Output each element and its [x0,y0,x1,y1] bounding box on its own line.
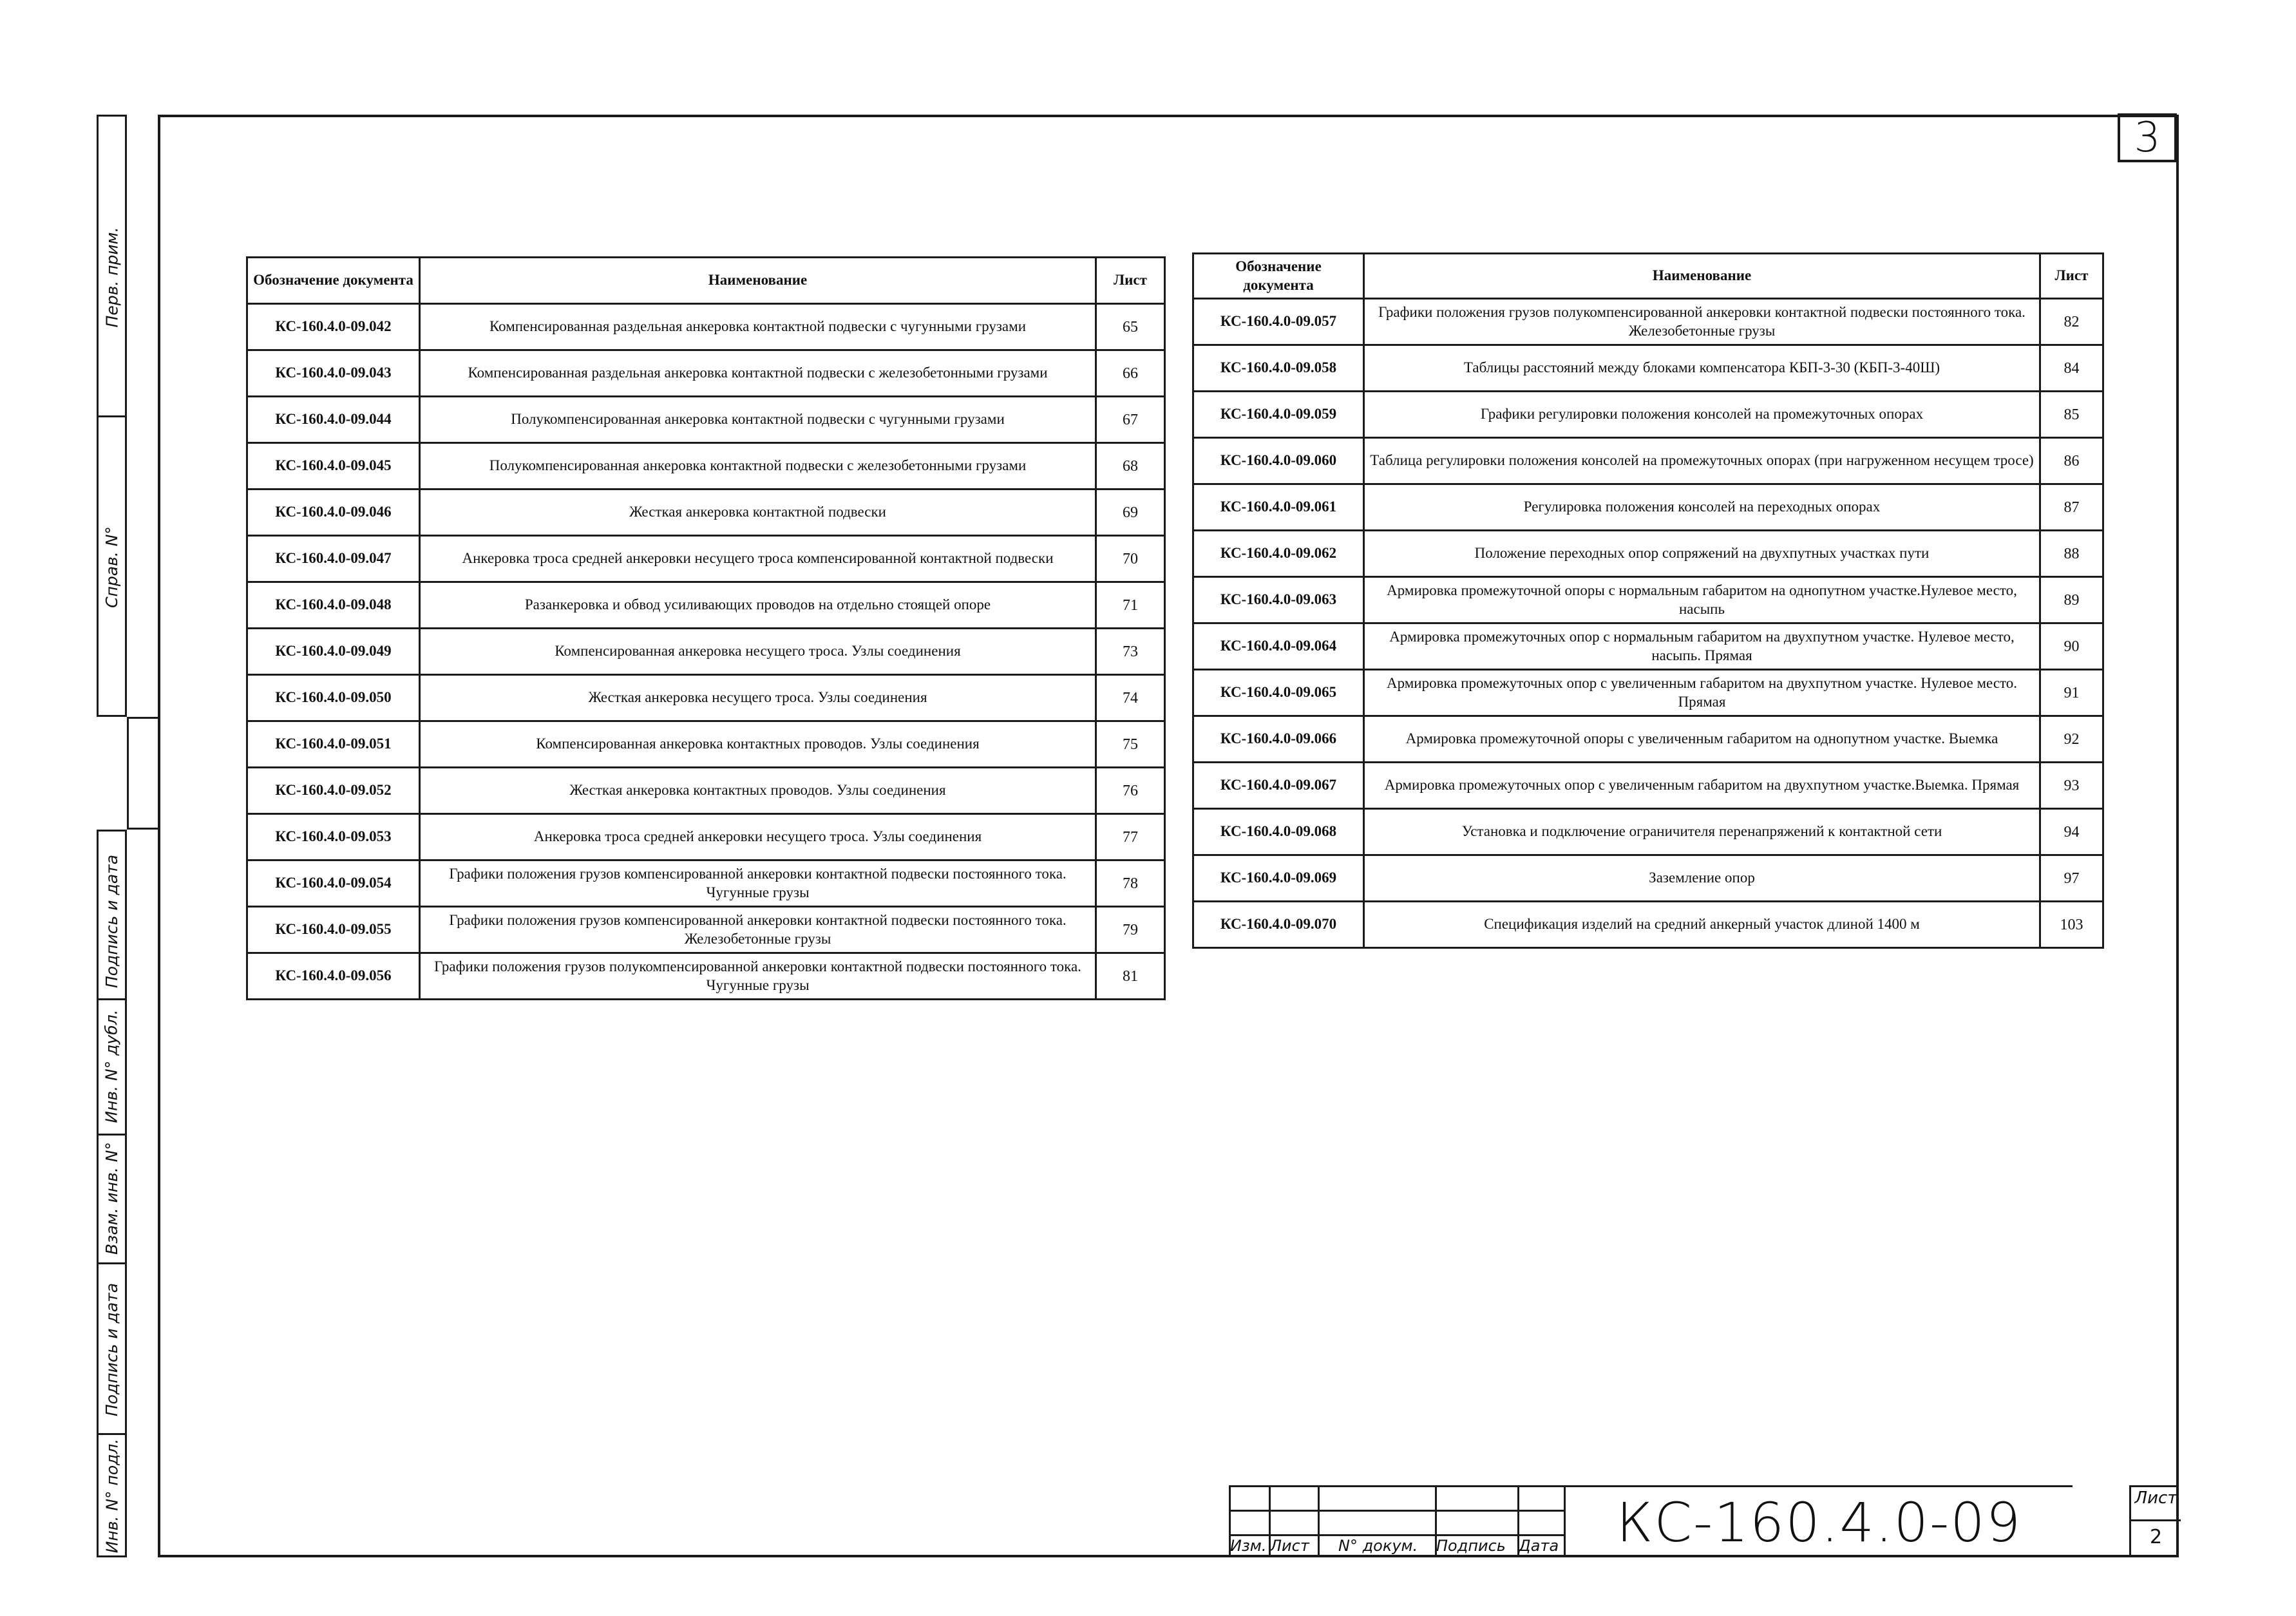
doc-sheet: 69 [1096,490,1165,536]
doc-sheet: 77 [1096,814,1165,860]
doc-name: Жесткая анкеровка контактных проводов. Узлы соединения [420,768,1096,814]
header-code: Обозначение документа [247,258,420,304]
doc-name: Графики положения грузов компенсированной анкеровки контактной подвески постоянного тока. Чугунные грузы [420,860,1096,907]
header-sheet: Лист [1096,258,1165,304]
doc-sheet: 71 [1096,582,1165,629]
doc-sheet: 84 [2040,345,2103,392]
table-row [1193,345,2103,392]
doc-code: КС-160.4.0-09.050 [247,675,420,721]
doc-sheet: 81 [1096,953,1165,1000]
doc-name: Таблица регулировки положения консолей на промежуточных опорах (при нагруженном несущем тросе) [1364,438,2040,484]
table-row [247,768,1165,814]
right-table-body [1193,299,2103,948]
doc-sheet: 91 [2040,670,2103,716]
title-block [1229,1485,2179,1557]
table-row [247,490,1165,536]
doc-sheet: 103 [2040,902,2103,948]
doc-sheet: 87 [2040,484,2103,531]
table-row [1193,809,2103,855]
doc-sheet: 65 [1096,304,1165,350]
label-podpis-data-top: Подпись и дата [102,854,121,988]
doc-code: КС-160.4.0-09.046 [247,490,420,536]
stamp-dokum: N° докум. [1338,1537,1418,1555]
doc-code: КС-160.4.0-09.065 [1193,670,1364,716]
table-row [1193,392,2103,438]
stamp-list: Лист [1270,1537,1309,1555]
left-table-body [247,304,1165,1000]
label-sprav-no: Справ. N° [102,526,122,608]
label-podpis-data-bottom: Подпись и дата [102,1282,121,1416]
doc-name: Анкеровка троса средней анкеровки несущего троса. Узлы соединения [420,814,1096,860]
doc-code: КС-160.4.0-09.053 [247,814,420,860]
doc-sheet: 94 [2040,809,2103,855]
doc-name: Жесткая анкеровка несущего троса. Узлы соединения [420,675,1096,721]
corner-sheet-number: 3 [2118,113,2177,162]
doc-code: КС-160.4.0-09.047 [247,536,420,582]
table-row [247,443,1165,490]
doc-sheet: 79 [1096,907,1165,953]
doc-sheet: 74 [1096,675,1165,721]
doc-code: КС-160.4.0-09.058 [1193,345,1364,392]
side-divider [97,1433,127,1435]
doc-code: КС-160.4.0-09.048 [247,582,420,629]
table-row [1193,855,2103,902]
side-divider [97,1134,127,1136]
table-row [247,721,1165,768]
doc-code: КС-160.4.0-09.064 [1193,623,1364,670]
doc-code: КС-160.4.0-09.055 [247,907,420,953]
document-designation: КС-160.4.0-09 [1564,1485,2073,1557]
doc-sheet: 73 [1096,629,1165,675]
doc-name: Графики положения грузов полукомпенсированной анкеровки контактной подвески постоянного тока. Железобетонные грузы [1364,299,2040,345]
stamp-izm: Изм. [1230,1537,1267,1555]
side-notch [127,717,158,830]
doc-name: Компенсированная анкеровка контактных проводов. Узлы соединения [420,721,1096,768]
doc-name: Компенсированная раздельная анкеровка контактной подвески с железобетонными грузами [420,350,1096,397]
table-row [247,953,1165,1000]
doc-name: Анкеровка троса средней анкеровки несущего троса компенсированной контактной подвески [420,536,1096,582]
table-row [1193,438,2103,484]
doc-code: КС-160.4.0-09.054 [247,860,420,907]
table-row [247,350,1165,397]
stamp-podpis: Подпись [1436,1537,1506,1555]
side-divider [97,415,127,417]
side-divider [97,1262,127,1264]
table-row [247,536,1165,582]
doc-name: Положение переходных опор сопряжений на двухпутных участках пути [1364,531,2040,577]
doc-code: КС-160.4.0-09.062 [1193,531,1364,577]
stamp-sheet-label: Лист [2134,1488,2177,1508]
table-row [247,860,1165,907]
doc-sheet: 93 [2040,763,2103,809]
doc-code: КС-160.4.0-09.060 [1193,438,1364,484]
label-inv-podl: Инв. N° подл. [102,1438,121,1554]
doc-code: КС-160.4.0-09.045 [247,443,420,490]
doc-code: КС-160.4.0-09.070 [1193,902,1364,948]
doc-name: Графики регулировки положения консолей на промежуточных опорах [1364,392,2040,438]
doc-sheet: 90 [2040,623,2103,670]
register-table-left [246,256,1166,1000]
doc-name: Графики положения грузов полукомпенсированной анкеровки контактной подвески постоянного тока. Чугунные грузы [420,953,1096,1000]
doc-sheet: 76 [1096,768,1165,814]
doc-name: Полукомпенсированная анкеровка контактной подвески с железобетонными грузами [420,443,1096,490]
label-inv-dubl: Инв. N° дубл. [102,1009,121,1123]
table-row [1193,531,2103,577]
doc-sheet: 85 [2040,392,2103,438]
doc-code: КС-160.4.0-09.069 [1193,855,1364,902]
doc-sheet: 92 [2040,716,2103,763]
table-row [247,582,1165,629]
doc-name: Компенсированная раздельная анкеровка контактной подвески с чугунными грузами [420,304,1096,350]
stamp-data: Дата [1519,1537,1559,1555]
doc-code: КС-160.4.0-09.066 [1193,716,1364,763]
doc-name: Таблицы расстояний между блоками компенсатора КБП-3-30 (КБП-3-40Ш) [1364,345,2040,392]
doc-sheet: 97 [2040,855,2103,902]
doc-name: Графики положения грузов компенсированной анкеровки контактной подвески постоянного тока. Железобетонные грузы [420,907,1096,953]
doc-code: КС-160.4.0-09.059 [1193,392,1364,438]
doc-code: КС-160.4.0-09.043 [247,350,420,397]
doc-name: Полукомпенсированная анкеровка контактной подвески с чугунными грузами [420,397,1096,443]
doc-code: КС-160.4.0-09.051 [247,721,420,768]
header-name: Наименование [1364,254,2040,299]
doc-name: Жесткая анкеровка контактной подвески [420,490,1096,536]
register-table-right [1192,252,2104,949]
table-row [247,814,1165,860]
doc-code: КС-160.4.0-09.042 [247,304,420,350]
doc-sheet: 75 [1096,721,1165,768]
doc-code: КС-160.4.0-09.068 [1193,809,1364,855]
header-sheet: Лист [2040,254,2103,299]
table-row [1193,716,2103,763]
label-vzam-inv: Взам. инв. N° [102,1141,122,1255]
stamp-sheet-box [2129,1485,2179,1557]
doc-code: КС-160.4.0-09.061 [1193,484,1364,531]
doc-sheet: 67 [1096,397,1165,443]
table-row [1193,577,2103,623]
doc-name: Армировка промежуточных опор с нормальным габаритом на двухпутном участке. Нулевое место, насыпь. Прямая [1364,623,2040,670]
doc-code: КС-160.4.0-09.063 [1193,577,1364,623]
doc-sheet: 70 [1096,536,1165,582]
doc-code: КС-160.4.0-09.044 [247,397,420,443]
doc-sheet: 89 [2040,577,2103,623]
side-divider [97,998,127,1000]
doc-name: Армировка промежуточной опоры с увеличенным габаритом на однопутном участке. Выемка [1364,716,2040,763]
table-row [247,675,1165,721]
doc-name: Армировка промежуточных опор с увеличенным габаритом на двухпутном участке.Выемка. Прямая [1364,763,2040,809]
table-row [1193,670,2103,716]
table-row [1193,299,2103,345]
doc-name: Спецификация изделий на средний анкерный участок длиной 1400 м [1364,902,2040,948]
table-row [1193,902,2103,948]
table-row [1193,623,2103,670]
doc-sheet: 82 [2040,299,2103,345]
doc-name: Установка и подключение ограничителя перенапряжений к контактной сети [1364,809,2040,855]
doc-code: КС-160.4.0-09.052 [247,768,420,814]
table-row [247,629,1165,675]
doc-code: КС-160.4.0-09.049 [247,629,420,675]
header-code: Обозначение документа [1193,254,1364,299]
doc-sheet: 66 [1096,350,1165,397]
table-row [247,907,1165,953]
header-name: Наименование [420,258,1096,304]
table-row [247,304,1165,350]
label-perv-prim: Перв. прим. [102,227,122,327]
doc-sheet: 86 [2040,438,2103,484]
doc-sheet: 68 [1096,443,1165,490]
table-row [247,397,1165,443]
table-row [1193,484,2103,531]
doc-name: Разанкеровка и обвод усиливающих проводов на отдельно стоящей опоре [420,582,1096,629]
doc-code: КС-160.4.0-09.057 [1193,299,1364,345]
doc-sheet: 88 [2040,531,2103,577]
doc-name: Армировка промежуточной опоры с нормальным габаритом на однопутном участке.Нулевое место, насыпь [1364,577,2040,623]
doc-name: Компенсированная анкеровка несущего троса. Узлы соединения [420,629,1096,675]
doc-code: КС-160.4.0-09.067 [1193,763,1364,809]
doc-name: Заземление опор [1364,855,2040,902]
stamp-sheet-value: 2 [2149,1526,2163,1548]
doc-name: Армировка промежуточных опор с увеличенным габаритом на двухпутном участке. Нулевое место. Прямая [1364,670,2040,716]
doc-code: КС-160.4.0-09.056 [247,953,420,1000]
table-row [1193,763,2103,809]
doc-sheet: 78 [1096,860,1165,907]
doc-name: Регулировка положения консолей на переходных опорах [1364,484,2040,531]
